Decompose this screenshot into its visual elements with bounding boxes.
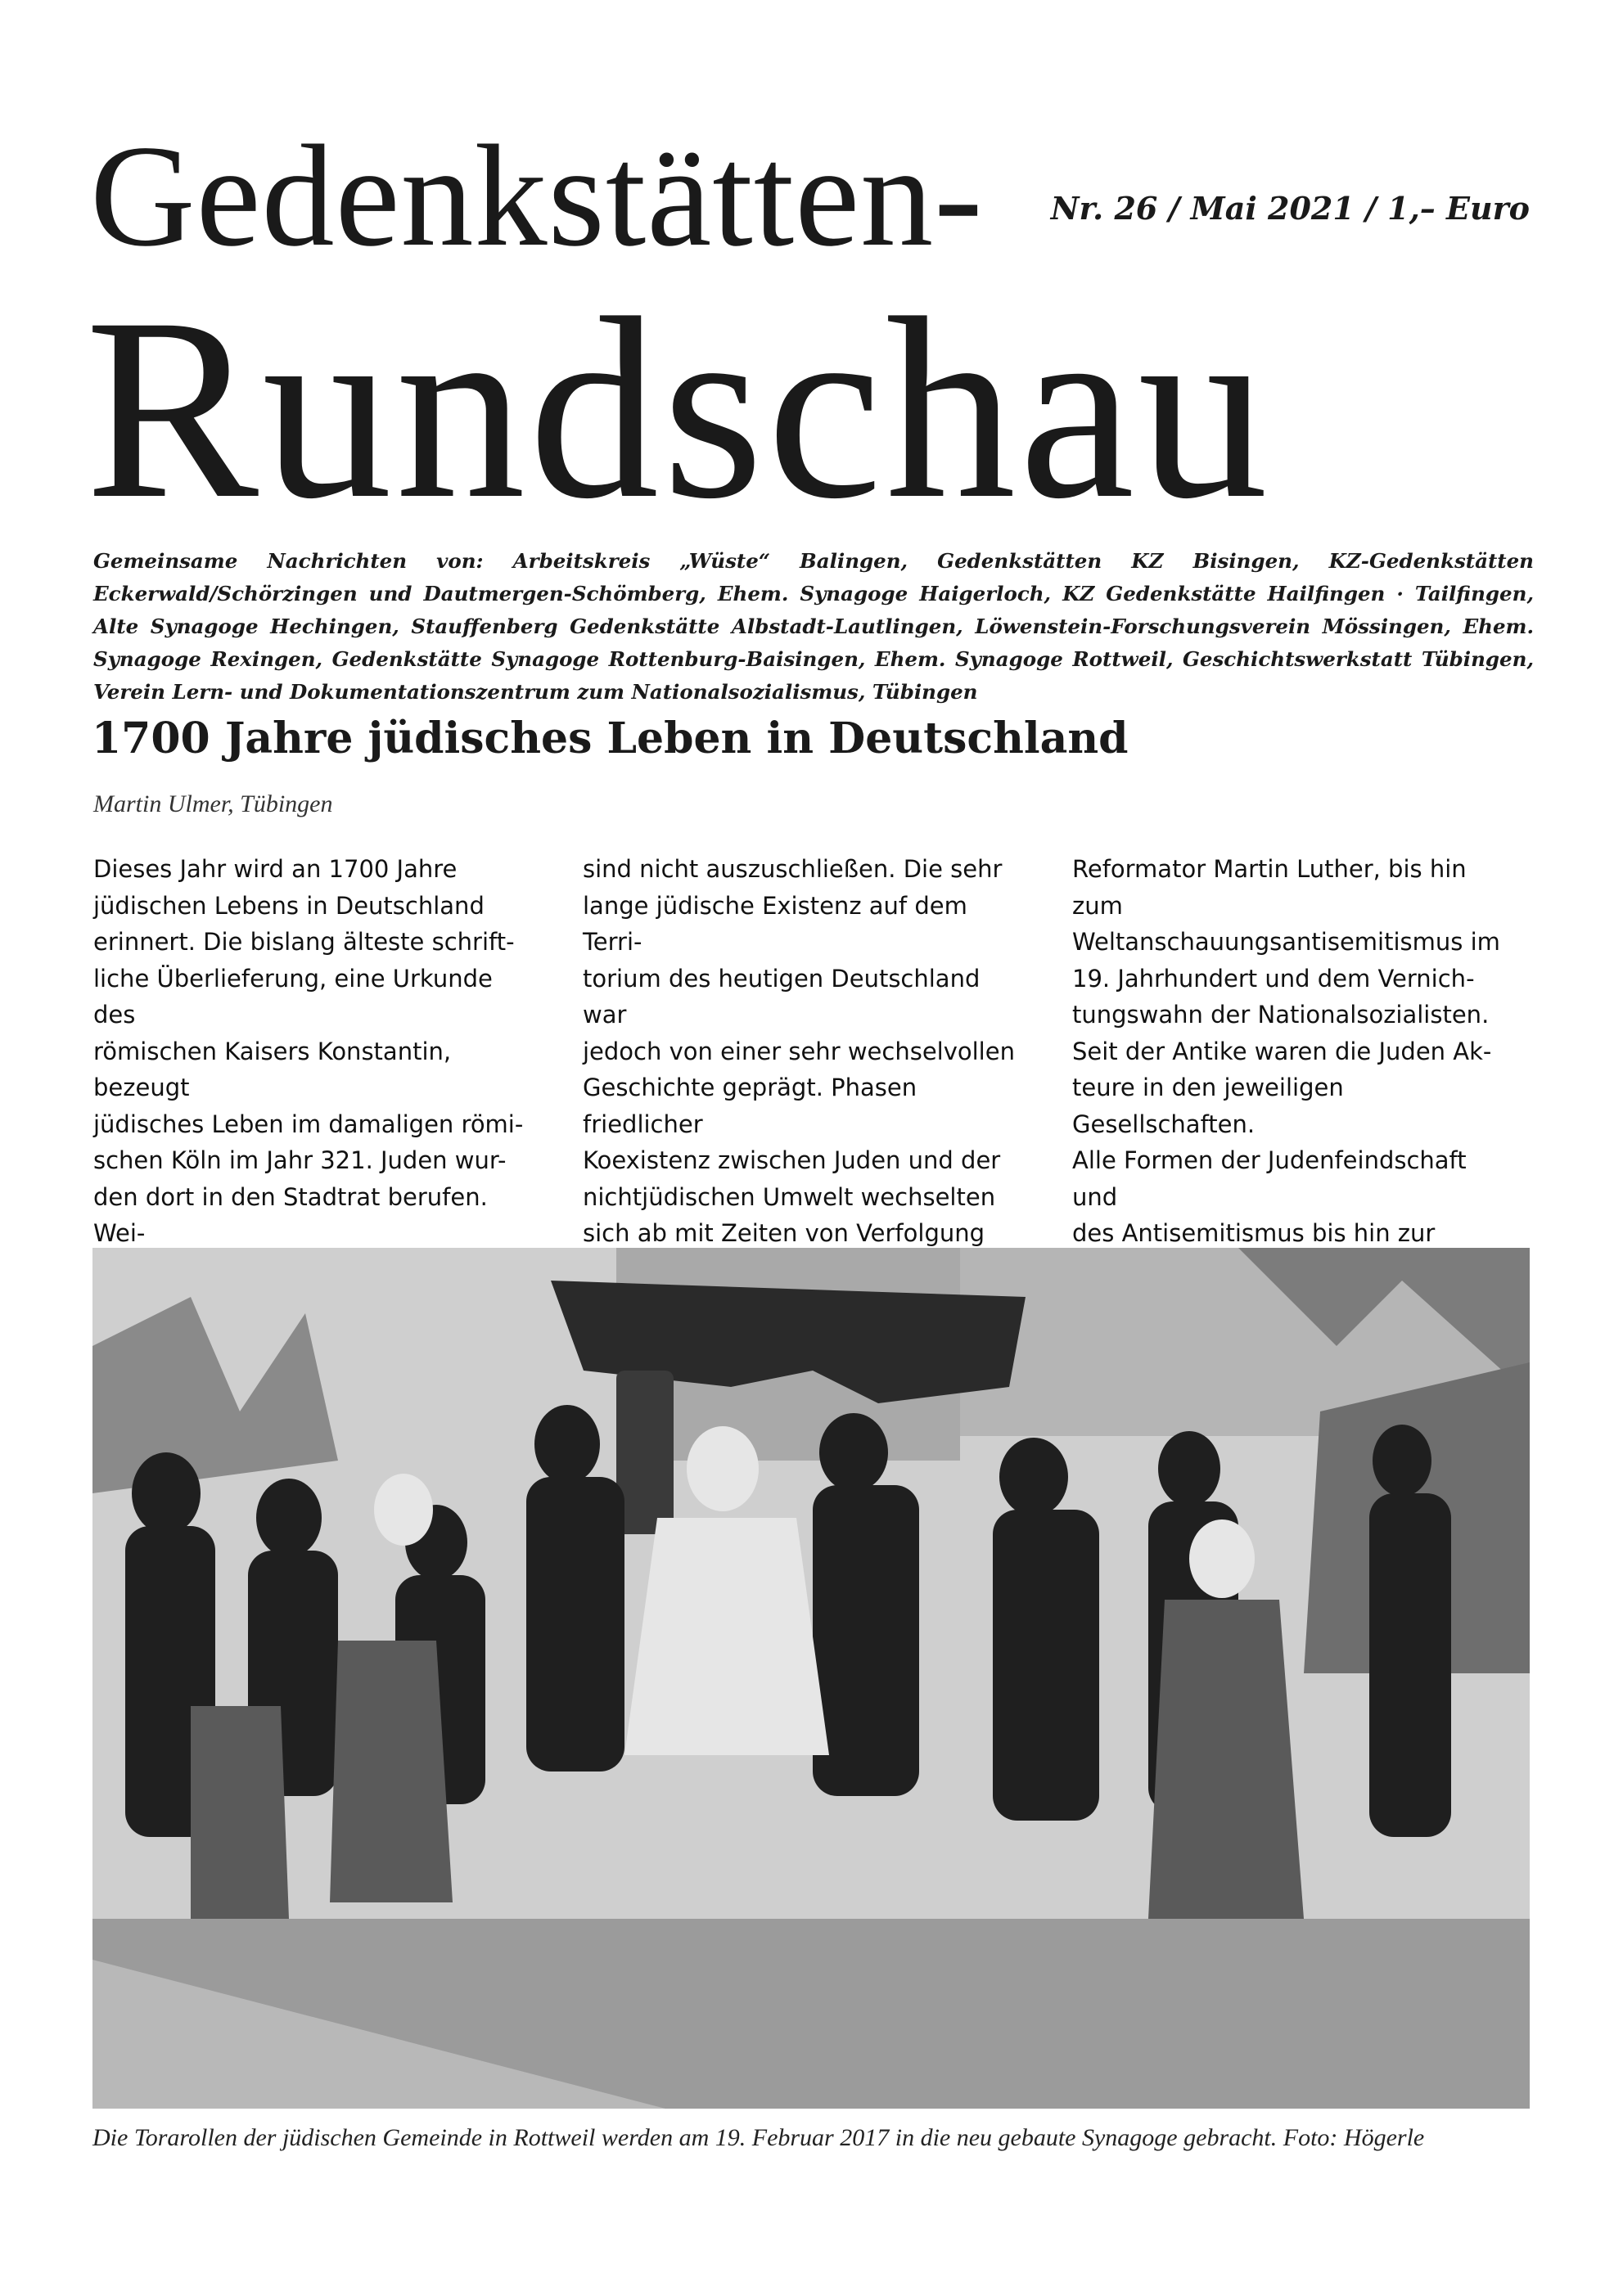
masthead-title-line2: Rundschau	[85, 264, 1272, 552]
member-organizations: Gemeinsame Nachrichten von: Arbeitskreis „Wüste“ Balingen, Gedenkstätten KZ Bisingen, KZ-Gedenkstätten Eckerwald/Schörzingen und Dautmergen-Schömberg, Ehem. Synagoge Haigerloch, KZ Gedenkstätte Hailfingen · Tailfingen, Alte Synagoge Hechingen, Stauffenberg Gedenkstätte Albstadt-Lautlingen, Löwenstein-Forschungsverein Mössingen, Ehem. Synagoge Rexingen, Gedenkstätte Synagoge Rottenburg-Baisingen, Ehem. Synagoge Rottweil, Geschichtswerkstatt Tübingen, Verein Lern- und Dokumentationszentrum zum Nationalsozialismus, Tübingen	[93, 549, 1534, 704]
photo-caption: Die Torarollen der jüdischen Gemeinde in Rottweil werden am 19. Februar 2017 in die neu gebaute Synagoge gebracht. Foto: Högerle	[92, 2124, 1425, 2151]
masthead-title-line1: Gedenkstätten-	[90, 115, 984, 277]
photo-illustration	[92, 1248, 1530, 2109]
article-column-1: Dieses Jahr wird an 1700 Jahre jüdischen Lebens in Deutschland erinnert. Die bislang älteste schrift- liche Überlieferung, eine Urkunde des römischen Kaisers Konstantin, bezeugt jüdisches Leben im damaligen römi- schen Köln im Jahr 321. Juden wur- den dort in den Stadtrat berufen. Wei-	[93, 855, 524, 1247]
issue-info: Nr. 26 / Mai 2021 / 1,– Euro	[1050, 190, 1530, 227]
article-headline: 1700 Jahre jüdisches Leben in Deutschland	[92, 714, 1129, 763]
article-byline: Martin Ulmer, Tübingen	[93, 790, 333, 817]
article-column-3: Reformator Martin Luther, bis hin zum Weltanschauungsantisemitismus im 19. Jahrhundert und dem Vernich- tungswahn der Nationalsozialisten. Seit der Antike waren die Juden Ak- teure in den jeweiligen Gesellschaften. Alle Formen der Judenfeindschaft und des Antisemitismus bis hin zur	[1072, 855, 1500, 1247]
procession-photo	[92, 1248, 1530, 2109]
article-column-2: sind nicht auszuschließen. Die sehr lange jüdische Existenz auf dem Terri- torium des heutigen Deutschland war jedoch von einer sehr wechselvollen Geschichte geprägt. Phasen friedlicher Koexistenz zwischen Juden und der nichtjüdischen Umwelt wechselten sich ab mit Zeiten von Verfolgung	[583, 855, 1015, 1247]
